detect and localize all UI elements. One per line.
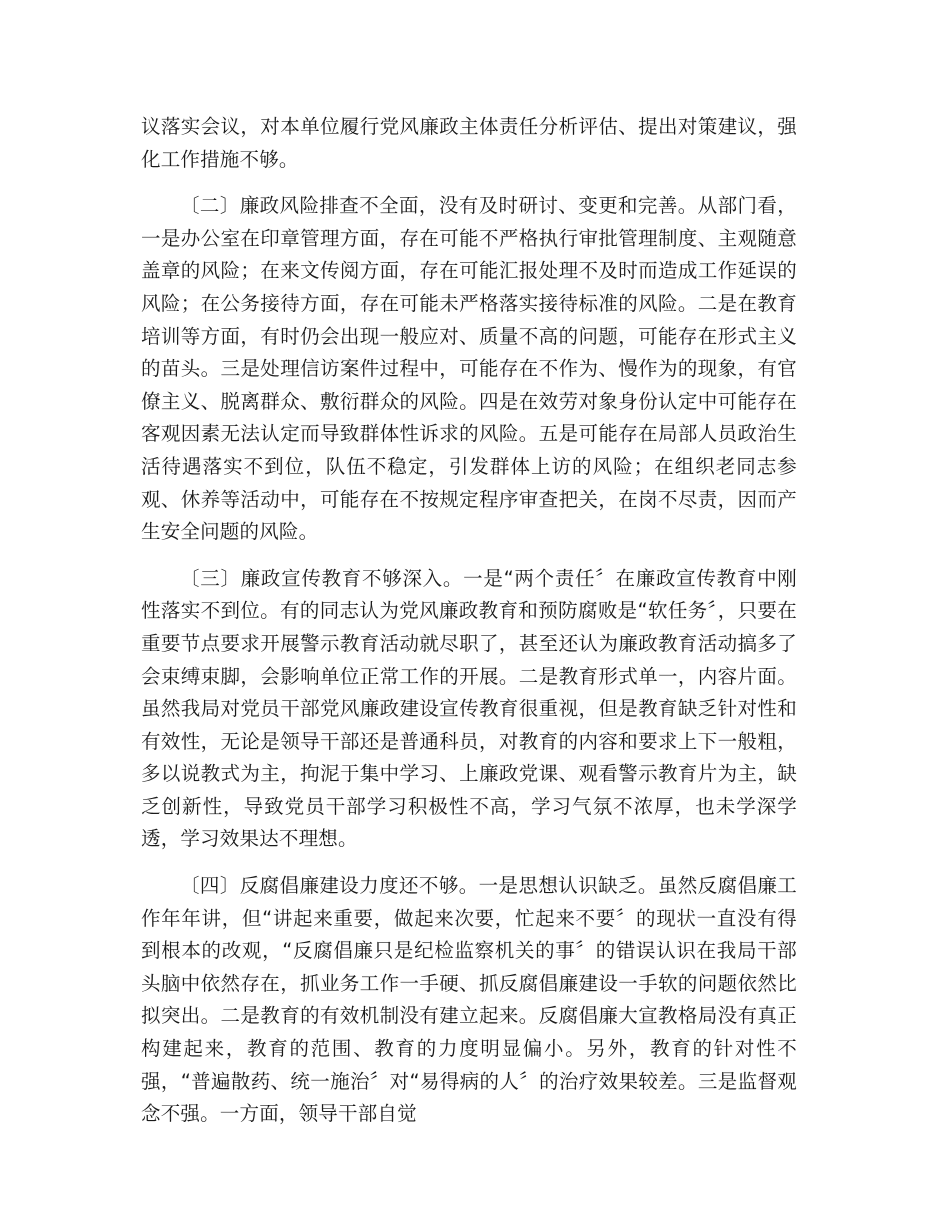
paragraph-section-3: 〔三〕廉政宣传教育不够深入。一是“两个责任〞在廉政宣传教育中刚性落实不到位。有的同志认为党风廉政教育和预防腐败是“软任务〞，只要在重要节点要求开展警示教育活动就尽职了，甚至还认为廉政教育活动搞多了会束缚束脚，会影响单位正常工作的开展。二是教育形式单一，内容片面。虽然我局对党员干部党风廉政建设宣传教育很重视，但是教育缺乏针对性和有效性，无论是领导干部还是普通科员，对教育的内容和要求上下一般粗，多以说教式为主，拘泥于集中学习、上廉政党课、观看警示教育片为主，缺乏创新性，导致党员干部学习积极性不高，学习气氛不浓厚，也未学深学透，学习效果达不理想。 — [141, 566, 797, 851]
document-page — [141, 111, 797, 1131]
paragraph-continuation: 议落实会议，对本单位履行党风廉政主体责任分析评估、提出对策建议，强化工作措施不够。 — [141, 115, 797, 171]
paragraph-section-4: 〔四〕反腐倡廉建设力度还不够。一是思想认识缺乏。虽然反腐倡廉工作年年讲，但“讲起来重要，做起来次要，忙起来不要〞的现状一直没有得到根本的改观，“反腐倡廉只是纪检监察机关的事〞的错误认识在我局干部头脑中依然存在，抓业务工作一手硬、抓反腐倡廉建设一手软的问题依然比拟突出。二是教育的有效机制没有建立起来。反腐倡廉大宣教格局没有真正构建起来，教育的范围、教育的力度明显偏小。另外，教育的针对性不强，“普遍散药、统一施治〞对“易得病的人〞的治疗效果较差。三是监督观念不强。一方面，领导干部自觉 — [141, 874, 797, 1126]
paragraph-section-2: 〔二〕廉政风险排查不全面，没有及时研讨、变更和完善。从部门看，一是办公室在印章管理方面，存在可能不严格执行审批管理制度、主观随意盖章的风险；在来文传阅方面，存在可能汇报处理不及时而造成工作延误的风险；在公务接待方面，存在可能未严格落实接待标准的风险。二是在教育培训等方面，有时仍会出现一般应对、质量不高的问题，可能存在形式主义的苗头。三是处理信访案件过程中，可能存在不作为、慢作为的现象，有官僚主义、脱离群众、敷衍群众的风险。四是在效劳对象身份认定中可能存在客观因素无法认定而导致群体性诉求的风险。五是可能存在局部人员政治生活待遇落实不到位，队伍不稳定，引发群体上访的风险；在组织老同志参观、休养等活动中，可能存在不按规定程序审查把关，在岗不尽责，因而产生安全问题的风险。 — [141, 194, 797, 544]
